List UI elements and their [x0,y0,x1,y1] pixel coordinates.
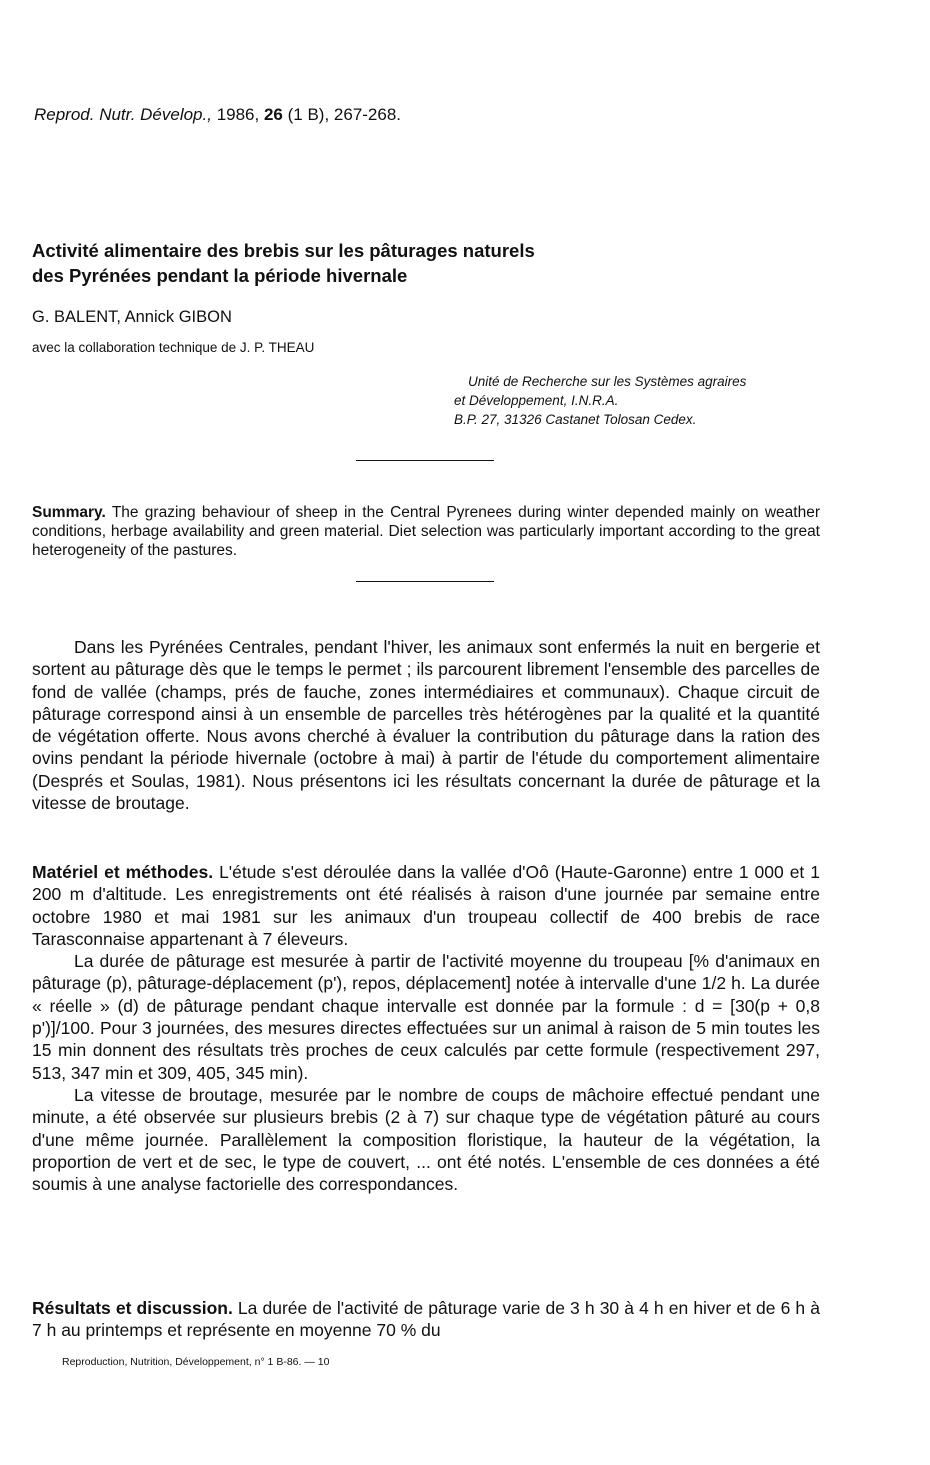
methods-paragraph-1 [32,861,820,950]
citation-year: 1986, [216,105,260,124]
results-heading: Résultats et discussion. [32,1298,233,1318]
methods-section [32,861,820,1195]
title-line-1: Activité alimentaire des brebis sur les pâturages naturels [32,240,535,261]
intro-paragraph [32,636,820,814]
collaboration-note: avec la collaboration technique de J. P. THEAU [32,340,315,355]
summary-label: Summary. [32,504,106,521]
journal-name: Reprod. Nutr. Dévelop., [34,105,212,124]
intro-text: Dans les Pyrénées Centrales, pendant l'hiver, les animaux sont enfermés la nuit en bergerie et sortent au pâturage dès que le temps le permet ; ils parcourent librement l'ensemble des parcelles de fond de vallée (champs, prés de fauche, zones intermédiaires et communaux). Chaque circuit de pâturage correspond ainsi à un ensemble de parcelles très hétérogènes par la qualité et la quantité de végétation offerte. Nous avons cherché à évaluer la contribution du pâturage dans la ration des ovins pendant la période hivernale (octobre à mai) à partir de l'étude du comportement alimentaire (Després et Soulas, 1981). Nous présentons ici les résultats concernant la durée de pâturage et la vitesse de broutage. [32,637,820,814]
summary [32,503,820,560]
methods-text-1: L'étude s'est déroulée dans la vallée d'Oô (Haute-Garonne) entre 1 000 et 1 200 m d'altitude. Les enregistrements ont été réalisés à raison d'une journée par semaine entre octobre 1980 et mai 1981 sur les animaux d'un troupeau collectif de 400 brebis de race Tarasconnaise appartenant à 7 éleveurs. [32,862,820,949]
citation-issue-pages: (1 B), 267-268. [287,105,402,124]
divider-bottom [356,581,494,582]
results-section [32,1297,820,1342]
results-paragraph [32,1297,820,1342]
affiliation-line-3: B.P. 27, 31326 Castanet Tolosan Cedex. [454,412,697,427]
page-footer: Reproduction, Nutrition, Développement, n° 1 B-86. — 10 [62,1356,330,1368]
citation-volume: 26 [263,105,283,124]
results-text: La durée de l'activité de pâturage varie de 3 h 30 à 4 h en hiver et de 6 h à 7 h au printemps et représente en moyenne 70 % du [32,1298,820,1341]
article-title [32,238,535,288]
authors: G. BALENT, Annick GIBON [32,308,232,326]
citation-line [34,105,401,125]
title-line-2: des Pyrénées pendant la période hivernale [32,265,408,286]
methods-heading: Matériel et méthodes. [32,862,214,882]
divider-top [356,460,494,461]
summary-text: The grazing behaviour of sheep in the Central Pyrenees during winter depended mainly on weather conditions, herbage availability and green material. Diet selection was particularly important according to the great heterogeneity of the pastures. [32,504,821,559]
affiliation-line-1: Unité de Recherche sur les Systèmes agraires [468,374,747,389]
affiliation-line-2: et Développement, I.N.R.A. [454,393,619,408]
affiliation [454,372,746,429]
methods-paragraph-3: La vitesse de broutage, mesurée par le nombre de coups de mâchoire effectué pendant une minute, a été observée sur plusieurs brebis (2 à 7) sur chaque type de végétation pâturé au cours d'une même journée. Parallèlement la composition floristique, la hauteur de la végétation, la proportion de vert et de sec, le type de couvert, ... ont été notés. L'ensemble de ces données a été soumis à une analyse factorielle des correspondances. [32,1084,820,1195]
methods-paragraph-2: La durée de pâturage est mesurée à partir de l'activité moyenne du troupeau [% d'animaux en pâturage (p), pâturage-déplacement (p'), repos, déplacement] notée à intervalle d'une 1/2 h. La durée « réelle » (d) de pâturage pendant chaque intervalle est donnée par la formule : d = [30(p + 0,8 p')]/100. Pour 3 journées, des mesures directes effectuées sur un animal à raison de 5 min toutes les 15 min donnent des résultats très proches de ceux calculés par cette formule (respectivement 297, 513, 347 min et 309, 405, 345 min). [32,951,820,1083]
